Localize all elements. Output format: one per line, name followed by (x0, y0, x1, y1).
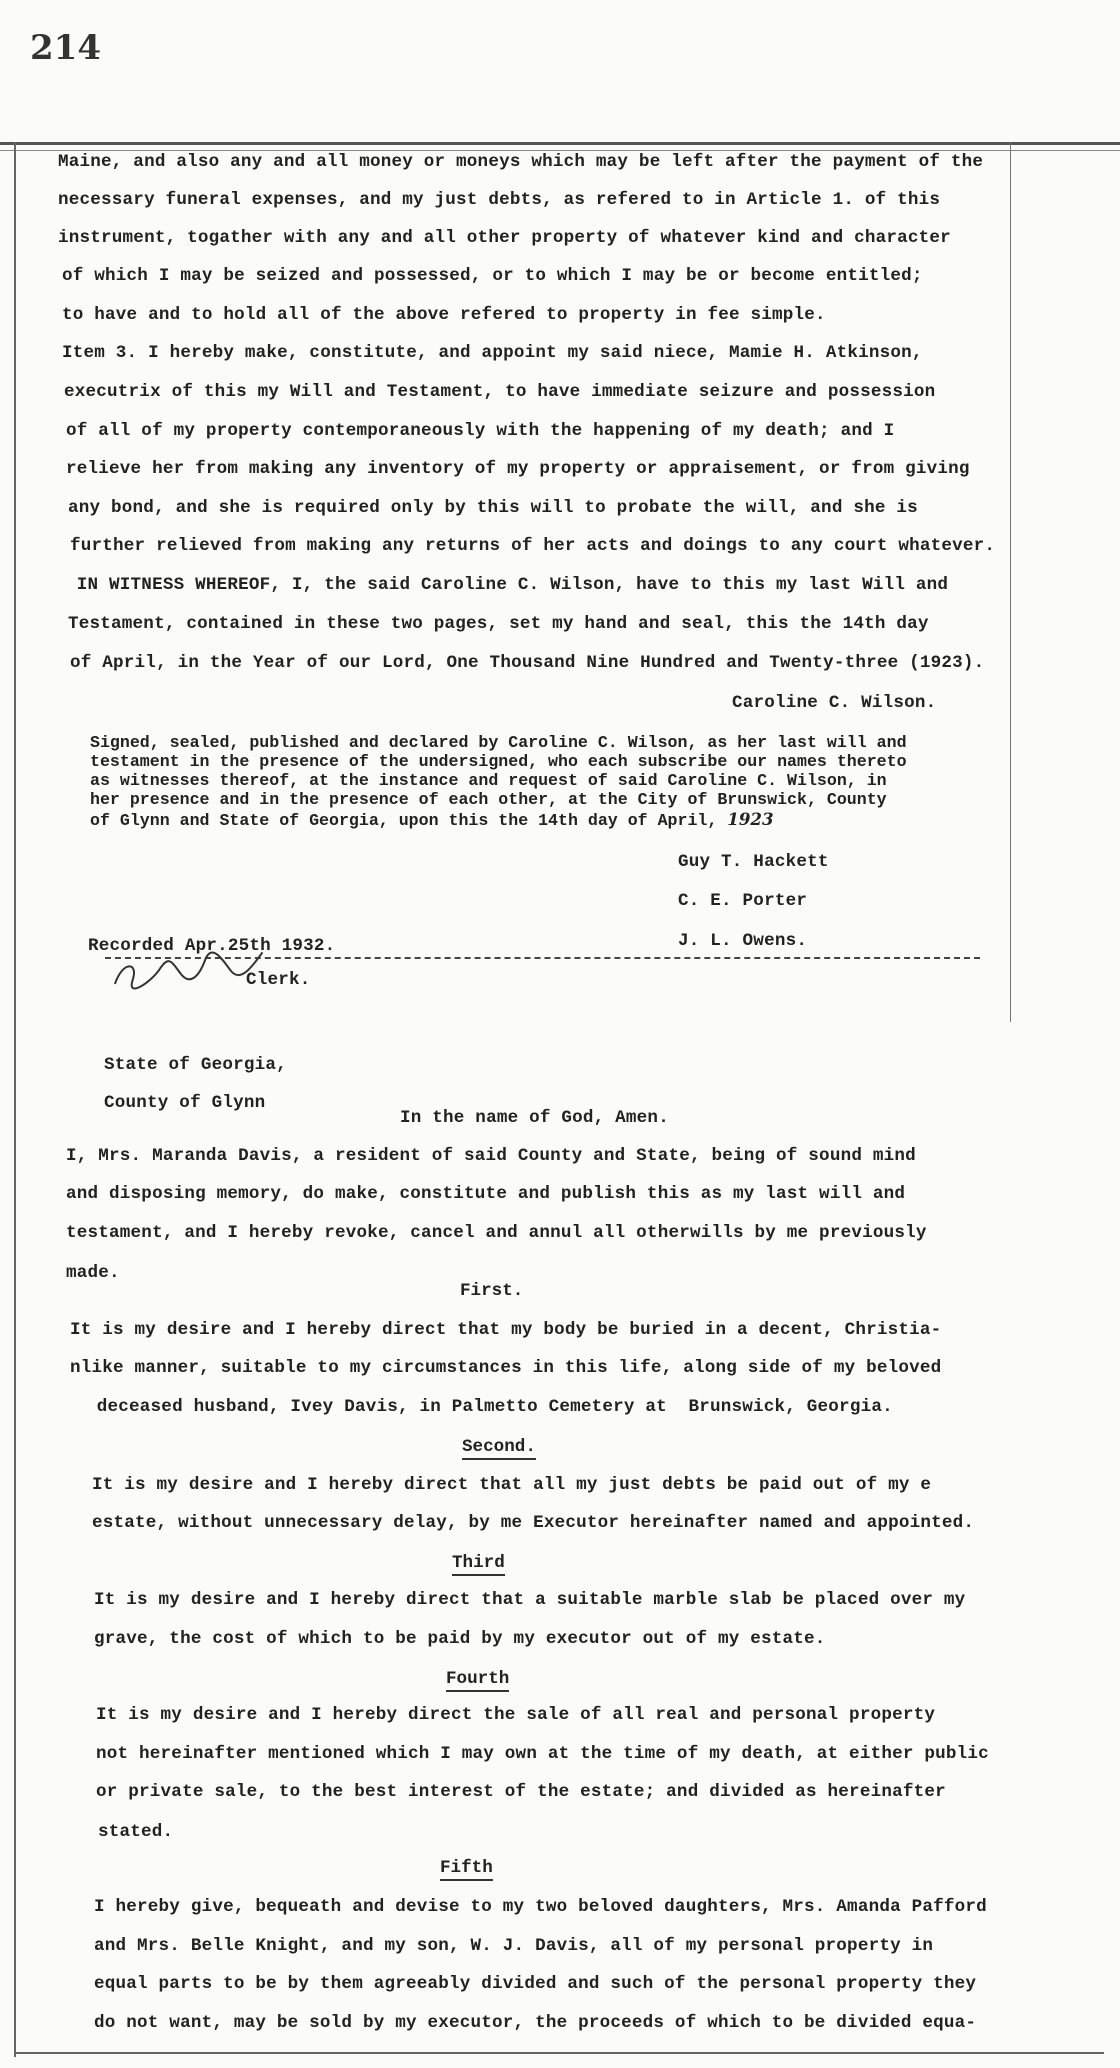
top-border-rule (0, 142, 1120, 145)
will-one-line: further relieved from making any returns of her acts and doings to any court whatever. (70, 536, 996, 556)
third-line: It is my desire and I hereby direct that a suitable marble slab be placed over my (94, 1590, 966, 1610)
witness-name: J. L. Owens. (678, 931, 808, 951)
fourth-line: not hereinafter mentioned which I may own at the time of my death, at either public (96, 1744, 989, 1764)
attestation-line: Signed, sealed, published and declared by Caroline C. Wilson, as her last will and (90, 733, 907, 752)
witness-name: C. E. Porter (678, 891, 808, 911)
will-one-line: of April, in the Year of our Lord, One Thousand Nine Hundred and Twenty-three (1923). (70, 653, 985, 673)
fourth-line: It is my desire and I hereby direct the sale of all real and personal property (96, 1705, 936, 1725)
fifth-line: and Mrs. Belle Knight, and my son, W. J. Davis, all of my personal property in (94, 1936, 934, 1956)
will-one-line: IN WITNESS WHEREOF, I, the said Caroline C. Wilson, have to this my last Will and (66, 575, 949, 595)
testator-signature: Caroline C. Wilson. (732, 693, 937, 713)
attestation-line-text: of Glynn and State of Georgia, upon this the 14th day of April, (90, 811, 718, 830)
first-line: deceased husband, Ivey Davis, in Palmetto Cemetery at Brunswick, Georgia. (86, 1397, 893, 1417)
will-one-line: of all of my property contemporaneously with the happening of my death; and I (66, 421, 895, 441)
second-line: estate, without unnecessary delay, by me Executor hereinafter named and appointed. (92, 1513, 975, 1533)
second-line: It is my desire and I hereby direct that all my just debts be paid out of my e (92, 1475, 932, 1495)
attestation-line: as witnesses thereof, at the instance and request of said Caroline C. Wilson, in (90, 771, 887, 790)
witness-name: Guy T. Hackett (678, 852, 829, 872)
section-heading-second (462, 1437, 536, 1457)
fifth-line: equal parts to be by them agreeably divided and such of the personal property they (94, 1974, 977, 1994)
will-one-line: of which I may be seized and possessed, or to which I may be or become entitled; (62, 266, 923, 286)
fifth-line: do not want, may be sold by my executor, the proceeds of which to be divided equa- (94, 2013, 977, 2033)
attestation-line: testament in the presence of the undersigned, who each subscribe our names thereto (90, 752, 907, 771)
section-heading-fourth-text: Fourth (446, 1669, 509, 1692)
preamble-line: testament, and I hereby revoke, cancel and annul all otherwills by me previously (66, 1223, 927, 1243)
third-line: grave, the cost of which to be paid by my executor out of my estate. (94, 1629, 826, 1649)
section-heading-first: First. (460, 1281, 524, 1301)
attestation-line (90, 809, 774, 830)
invocation: In the name of God, Amen. (400, 1108, 669, 1128)
section-heading-fifth (440, 1858, 493, 1878)
bottom-border-rule (14, 2052, 1104, 2054)
will-one-line: Testament, contained in these two pages, set my hand and seal, this the 14th day (68, 614, 929, 634)
clerk-label: Clerk. (246, 970, 311, 990)
section-heading-second-text: Second. (462, 1437, 536, 1460)
will-one-line: Item 3. I hereby make, constitute, and appoint my said niece, Mamie H. Atkinson, (62, 343, 923, 363)
fifth-line: I hereby give, bequeath and devise to my two beloved daughters, Mrs. Amanda Pafford (94, 1897, 987, 1917)
preamble-line: and disposing memory, do make, constitute and publish this as my last will and (66, 1184, 906, 1204)
county-line: County of Glynn (104, 1093, 266, 1113)
attestation-line: her presence and in the presence of each other, at the City of Brunswick, County (90, 790, 887, 809)
top-border-rule-inner (0, 150, 1120, 151)
will-one-line: Maine, and also any and all money or moneys which may be left after the payment of the (58, 152, 984, 172)
preamble-line: made. (66, 1263, 120, 1283)
will-one-line: any bond, and she is required only by this will to probate the will, and she is (68, 498, 918, 518)
page-number: 214 (30, 28, 101, 68)
right-margin-rule (1010, 142, 1011, 1022)
fourth-line: stated. (98, 1822, 174, 1842)
section-heading-third (452, 1553, 505, 1573)
preamble-line: I, Mrs. Maranda Davis, a resident of said County and State, being of sound mind (66, 1146, 916, 1166)
will-one-line: relieve her from making any inventory of my property or appraisement, or from giving (66, 459, 970, 479)
recorded-date: Recorded Apr.25th 1932. (88, 936, 336, 956)
left-margin-rule (14, 142, 16, 2057)
section-heading-fifth-text: Fifth (440, 1858, 493, 1881)
section-heading-third-text: Third (452, 1553, 505, 1576)
section-heading-fourth (446, 1669, 509, 1689)
fourth-line: or private sale, to the best interest of the estate; and divided as hereinafter (96, 1782, 946, 1802)
will-one-line: instrument, togather with any and all other property of whatever kind and character (58, 228, 951, 248)
first-line: nlike manner, suitable to my circumstances in this life, along side of my beloved (70, 1358, 942, 1378)
first-line: It is my desire and I hereby direct that my body be buried in a decent, Christia- (70, 1320, 942, 1340)
will-one-line: to have and to hold all of the above refered to property in fee simple. (62, 305, 826, 325)
will-one-line: necessary funeral expenses, and my just debts, as refered to in Article 1. of this (58, 190, 941, 210)
will-one-line: executrix of this my Will and Testament, to have immediate seizure and possession (64, 382, 936, 402)
handwritten-year: 1923 (727, 809, 774, 829)
state-line: State of Georgia, (104, 1055, 287, 1075)
